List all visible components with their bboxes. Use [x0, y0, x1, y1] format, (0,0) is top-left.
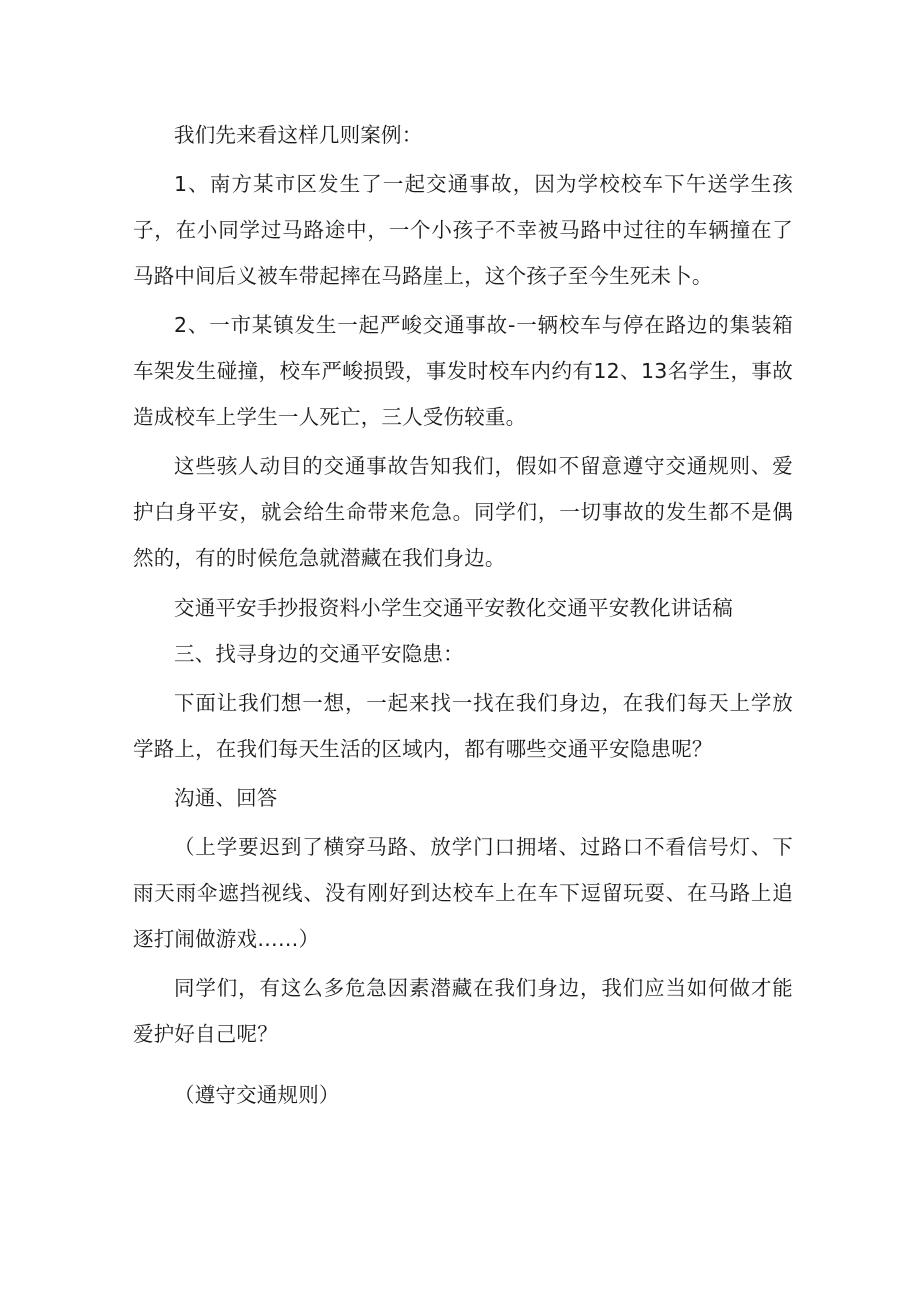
- paragraph-intro: 我们先来看这样几则案例：: [174, 123, 423, 147]
- paragraph-answers: （上学要迟到了横穿马路、放学门口拥堵、过路口不看信号灯、下雨天雨伞遮挡视线、没有刚好到达校车上在车下逗留玩耍、在马路上追逐打闹做游戏……）: [133, 835, 793, 951]
- paragraph-case-1: 1、南方某市区发生了一起交通事故，因为学校校车下午送学生孩子，在小同学过马路途中，一个小孩子不幸被马路中过往的车辆撞在了马路中间后义被车带起摔在马路崖上，这个孩子至今生死未卜。: [133, 172, 793, 288]
- paragraph-rule: （遵守交通规则）: [174, 1083, 340, 1107]
- document-body: [133, 112, 793, 1118]
- paragraph-question: 下面让我们想一想，一起来找一找在我们身边，在我们每天上学放学路上，在我们每天生活的区域内，都有哪些交通平安隐患呢？: [133, 691, 793, 761]
- paragraph-how-to: 同学们，有这么多危急因素潜藏在我们身边，我们应当如何做才能爱护好自己呢？: [133, 976, 793, 1046]
- paragraph-case-2: 2、一市某镇发生一起严峻交通事故-一辆校车与停在路边的集装箱车架发生碰撞，校车严峻损毁，事发时校车内约有12、13名学生，事故造成校车上学生一人死亡，三人受伤较重。: [133, 313, 793, 429]
- section-heading-3: 三、找寻身边的交通平安隐患：: [174, 642, 464, 666]
- paragraph-discuss: 沟通、回答: [174, 786, 278, 810]
- paragraph-warning: 这些骇人动目的交通事故告知我们，假如不留意遵守交通规则、爱护白身平安，就会给生命带来危急。同学们，一切事故的发生都不是偶然的，有的时候危急就潜藏在我们身边。: [133, 454, 793, 570]
- paragraph-title-line: 交通平安手抄报资料小学生交通平安教化交通平安教化讲话稿: [174, 596, 733, 620]
